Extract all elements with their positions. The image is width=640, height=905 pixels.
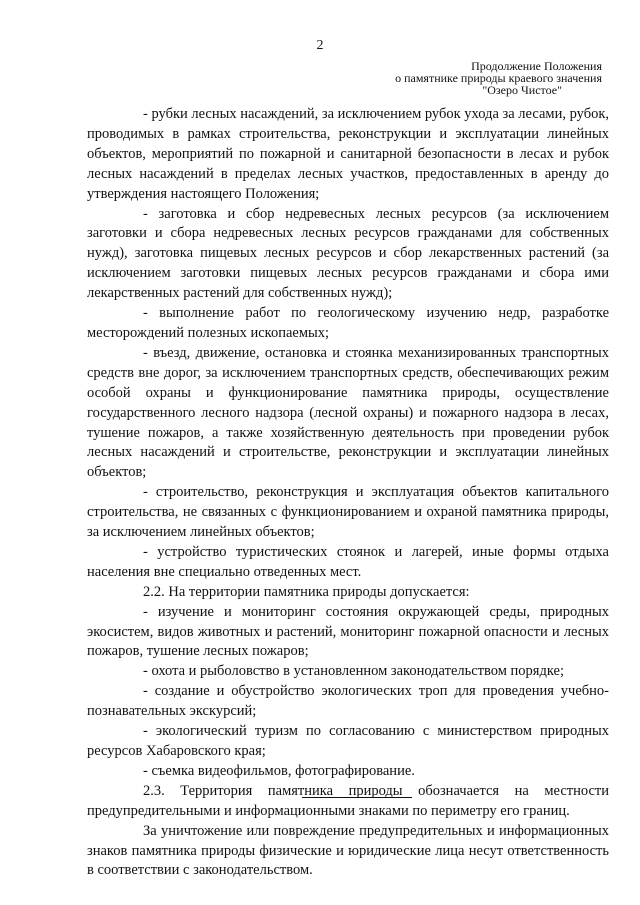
paragraph-hunting-fishing: - охота и рыболовство в установленном законодательством порядке; <box>143 663 564 680</box>
paragraph-eco-trails: - создание и обустройство экологических троп для проведения учебно-познавательных экскурсий; <box>87 683 609 720</box>
paragraph-nontimber-resources: - заготовка и сбор недревесных лесных ресурсов (за исключением заготовки и сбора недревесных лесных ресурсов гражданами для собственных нужд), заготовка пищевых лесных ресурсов и сбор лекарственных растений (за исключением заготовки пищевых лесных ресурсов гражданами и сбора ими лекарственных растений для собственных нужд); <box>87 205 609 302</box>
paragraph-section-2-3: 2.3. Территория памятника природы обозначается на местности предупредительными и информационными знаками по периметру его границ. <box>87 782 609 819</box>
paragraph-construction: - строительство, реконструкция и эксплуатация объектов капитального строительства, не связанных с функционированием и охраной памятника природы, за исключением линейных объектов; <box>87 484 609 541</box>
footer-divider <box>302 797 412 798</box>
paragraph-camping: - устройство туристических стоянок и лагерей, иные формы отдыха населения вне специально отведенных мест. <box>87 543 609 580</box>
header-line-subject: о памятнике природы краевого значения <box>395 71 602 85</box>
page-number: 2 <box>316 38 324 53</box>
paragraph-section-2-2: 2.2. На территории памятника природы допускается: <box>143 583 470 600</box>
header-line-object-name: "Озеро Чистое" <box>482 83 562 97</box>
document-header <box>302 60 602 96</box>
paragraph-monitoring: - изучение и мониторинг состояния окружающей среды, природных экосистем, видов животных и растений, мониторинг пожарной опасности и лесных пожаров, тушение лесных пожаров; <box>87 603 609 660</box>
paragraph-eco-tourism: - экологический туризм по согласованию с министерством природных ресурсов Хабаровского края; <box>87 723 609 759</box>
paragraph-filming: - съемка видеофильмов, фотографирование. <box>143 762 415 779</box>
header-line-continuation: Продолжение Положения <box>471 59 602 73</box>
paragraph-geology-works: - выполнение работ по геологическому изучению недр, разработке месторождений полезных ископаемых; <box>87 305 609 341</box>
paragraph-logging-ban: - рубки лесных насаждений, за исключением рубок ухода за лесами, рубок, проводимых в рамках строительства, реконструкции и эксплуатации линейных объектов, мероприятий по пожарной и санитарной безопасности в лесах и рубок лесных насаждений в пределах лесных участков, предоставленных в аренду до утверждения настоящего Положения; <box>87 106 609 202</box>
paragraph-vehicles: - въезд, движение, остановка и стоянка механизированных транспортных средств вне дорог, за исключением транспортных средств, обеспечивающих режим особой охраны и функционирование памятника природы, осуществление государственного лесного надзора (лесной охраны) и пожарного надзора в лесах, тушение пожаров, а также хозяйственную деятельность при проведении рубок лесных насаждений и строительстве, реконструкции и эксплуатации линейных объектов; <box>87 344 609 481</box>
paragraph-liability: За уничтожение или повреждение предупредительных и информационных знаков памятника природы физические и юридические лица несут ответственность в соответствии с законодательством. <box>87 822 609 879</box>
document-body <box>87 105 609 881</box>
